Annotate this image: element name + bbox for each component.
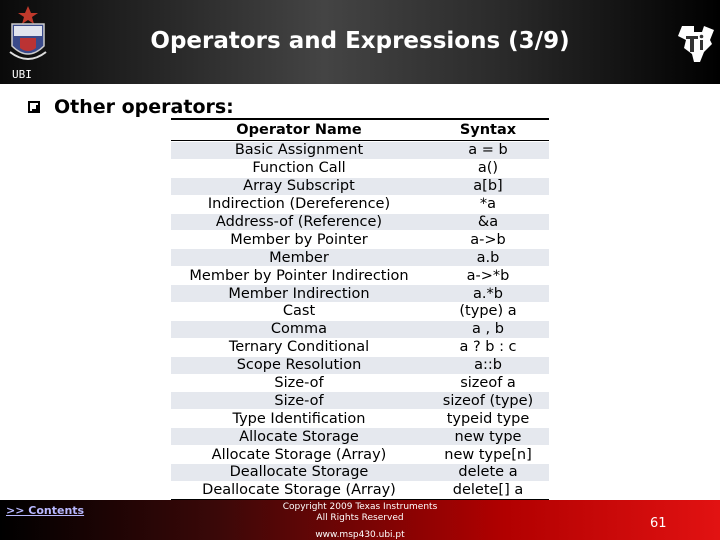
operator-name-cell: Indirection (Dereference) — [207, 196, 391, 213]
operator-name-cell: Member — [269, 249, 329, 266]
slide-header — [0, 0, 720, 84]
syntax-cell: new type[n] — [444, 446, 532, 463]
checkbox-bullet-icon — [28, 101, 40, 113]
syntax-cell: a.*b — [473, 285, 503, 302]
operator-name-cell: Type Identification — [232, 410, 366, 427]
copyright-notice — [260, 502, 460, 524]
syntax-cell: delete a — [458, 464, 518, 481]
syntax-cell: sizeof a — [460, 375, 516, 392]
operator-name-cell: Allocate Storage — [239, 428, 359, 445]
texas-instruments-logo-icon — [674, 22, 718, 66]
syntax-cell: delete[] a — [452, 482, 524, 499]
table-row — [171, 391, 549, 409]
table-row — [171, 427, 549, 445]
table-row — [171, 195, 549, 213]
page-number: 61 — [650, 516, 667, 531]
syntax-cell: a[b] — [473, 178, 503, 195]
table-row — [171, 248, 549, 266]
operator-name-cell: Array Subscript — [243, 178, 355, 195]
operator-name-cell: Allocate Storage (Array) — [211, 446, 387, 463]
column-header-syntax: Syntax — [459, 122, 517, 138]
operator-name-cell: Member Indirection — [228, 285, 370, 302]
syntax-cell: typeid type — [446, 410, 530, 427]
operator-name-cell: Deallocate Storage — [229, 464, 369, 481]
syntax-cell: a->*b — [466, 267, 510, 284]
syntax-cell: a->b — [470, 231, 506, 248]
contents-link[interactable]: >> Contents — [6, 504, 85, 517]
copyright-line-1: Copyright 2009 Texas Instruments — [282, 502, 438, 512]
operator-name-cell: Member by Pointer — [230, 231, 368, 248]
table-header-row — [171, 120, 549, 141]
syntax-cell: a = b — [468, 142, 508, 159]
column-header-operator-name: Operator Name — [236, 122, 362, 138]
operator-name-cell: Deallocate Storage (Array) — [202, 482, 396, 499]
syntax-cell: a ? b : c — [459, 339, 517, 356]
table-row — [171, 409, 549, 427]
bullet-heading — [28, 95, 234, 119]
table-row — [171, 320, 549, 338]
operator-name-cell: Scope Resolution — [236, 357, 362, 374]
slide-title: Operators and Expressions (3/9) — [150, 28, 570, 54]
table-row — [171, 356, 549, 374]
operator-name-cell: Basic Assignment — [234, 142, 364, 159]
table-row — [171, 374, 549, 392]
table-row — [171, 284, 549, 302]
operator-name-cell: Function Call — [252, 160, 346, 177]
syntax-cell: *a — [479, 196, 497, 213]
syntax-cell: sizeof (type) — [442, 392, 534, 409]
operator-name-cell: Size-of — [274, 392, 324, 409]
table-row — [171, 338, 549, 356]
table-row — [171, 463, 549, 481]
operator-name-cell: Cast — [282, 303, 316, 320]
syntax-cell: &a — [477, 214, 499, 230]
table-row — [171, 266, 549, 284]
table-row — [171, 445, 549, 463]
operators-table — [171, 118, 549, 501]
footer-url: www.msp430.ubi.pt — [315, 530, 405, 540]
table-row — [171, 159, 549, 177]
syntax-cell: a::b — [474, 357, 502, 374]
operator-name-cell: Size-of — [274, 375, 324, 392]
syntax-cell: new type — [454, 428, 522, 445]
bullet-text: Other operators: — [54, 96, 234, 118]
operator-name-cell: Ternary Conditional — [228, 339, 370, 356]
syntax-cell: a.b — [476, 249, 500, 266]
syntax-cell: a , b — [472, 321, 504, 338]
table-row — [171, 302, 549, 320]
copyright-line-2: All Rights Reserved — [316, 513, 404, 523]
table-row — [171, 141, 549, 159]
syntax-cell: (type) a — [459, 303, 517, 320]
table-row — [171, 177, 549, 195]
table-row — [171, 481, 549, 499]
table-row — [171, 230, 549, 248]
slide-footer — [0, 500, 720, 540]
operator-name-cell: Address-of (Reference) — [215, 214, 383, 230]
operator-name-cell: Member by Pointer Indirection — [189, 267, 409, 284]
table-row — [171, 213, 549, 231]
syntax-cell: a() — [477, 160, 499, 177]
operator-name-cell: Comma — [270, 321, 328, 338]
org-label: UBI — [12, 68, 32, 81]
